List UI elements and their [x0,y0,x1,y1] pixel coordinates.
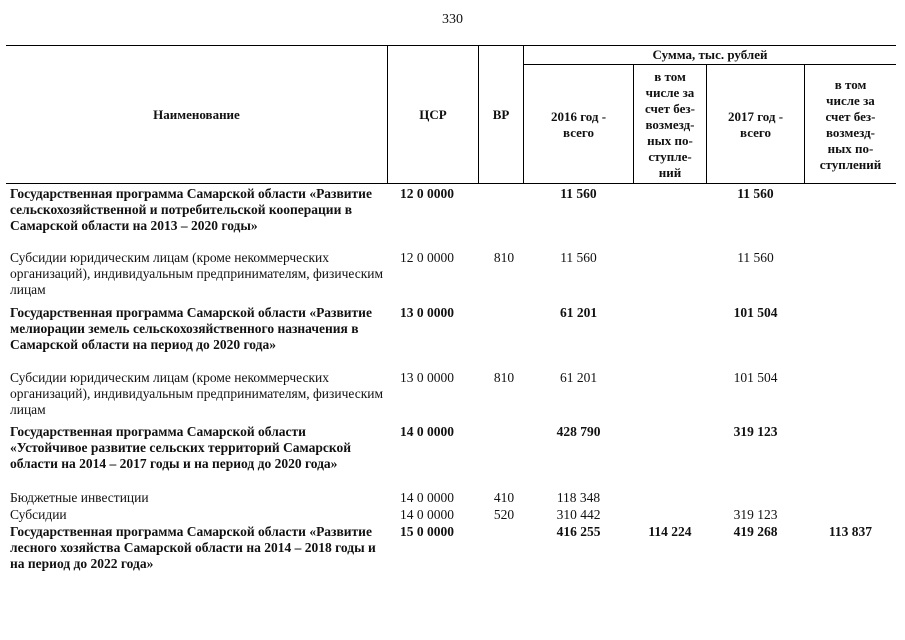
table-row [6,250,896,305]
table-header [6,45,896,184]
row-vr: 810 [493,250,515,265]
row-vr: 410 [493,490,515,505]
row-2017-total: 419 268 [733,524,778,539]
row-csr: 14 0 0000 [400,424,454,439]
row-2017-total: 319 123 [733,424,778,439]
row-2017-total: 101 504 [733,305,778,320]
row-csr: 12 0 0000 [400,186,454,201]
row-name: Государственная программа Самарской области «Устойчивое развитие сельских территорий Самарской области на 2014 – 2017 годы и на период до 2020 года» [10,424,351,471]
header-2016-gratuitous: в том числе за счет без-возмезд-ных по-ступле-ний [645,68,695,180]
header-sum-group: Сумма, тыс. рублей [652,47,768,62]
row-2016-total: 11 560 [560,186,597,201]
row-csr: 12 0 0000 [400,250,454,265]
table-row [6,524,896,574]
table-row [6,424,896,490]
row-csr: 14 0 0000 [400,490,454,505]
header-2017-gratuitous: в том числе за счет без-возмезд-ных по-ступлений [819,76,882,172]
row-2016-total: 61 201 [559,370,598,385]
table-row [6,305,896,370]
table-row [6,490,896,507]
row-2016-total: 416 255 [556,524,601,539]
row-name: Субсидии юридическим лицам (кроме некоммерческих организаций), индивидуальным предпринимателям, физическим лицам [10,370,384,417]
row-2016-total: 11 560 [560,250,597,265]
row-2017-total: 11 560 [737,186,774,201]
page-number: 330 [442,12,463,27]
row-2017-total: 319 123 [733,507,778,522]
row-2016-gratuitous: 114 224 [648,524,692,539]
row-csr: 15 0 0000 [400,524,454,539]
row-vr: 520 [493,507,515,522]
row-name: Государственная программа Самарской области «Развитие сельскохозяйственной и потребительской кооперации в Самарской области на 2013 – 2020 годы» [10,186,372,233]
row-name: Государственная программа Самарской области «Развитие лесного хозяйства Самарской области на 2014 – 2018 годы и на период до 2022 года» [10,524,376,571]
header-2016-total: 2016 год - всего [550,108,607,140]
header-name: Наименование [153,107,240,122]
row-2016-total: 118 348 [556,490,601,505]
table-row [6,186,896,250]
row-2016-total: 310 442 [556,507,601,522]
row-2016-total: 428 790 [556,424,601,439]
row-name: Государственная программа Самарской области «Развитие мелиорации земель сельскохозяйственного назначения в Самарской области на период до 2020 года» [10,305,372,352]
table-row [6,370,896,424]
row-2017-gratuitous: 113 837 [828,524,873,539]
table-row [6,507,896,524]
row-csr: 13 0 0000 [400,370,454,385]
row-name: Бюджетные инвестиции [10,490,149,505]
header-2017-total: 2017 год - всего [727,108,784,140]
row-csr: 13 0 0000 [400,305,454,320]
row-2017-total: 101 504 [733,370,778,385]
row-csr: 14 0 0000 [400,507,454,522]
row-vr: 810 [493,370,515,385]
header-csr: ЦСР [419,107,447,122]
row-2017-total: 11 560 [737,250,774,265]
table-body [6,186,896,574]
row-name: Субсидии [10,507,67,522]
header-vr: ВР [492,107,510,122]
row-name: Субсидии юридическим лицам (кроме некоммерческих организаций), индивидуальным предпринимателям, физическим лицам [10,250,384,297]
row-2016-total: 61 201 [559,305,598,320]
